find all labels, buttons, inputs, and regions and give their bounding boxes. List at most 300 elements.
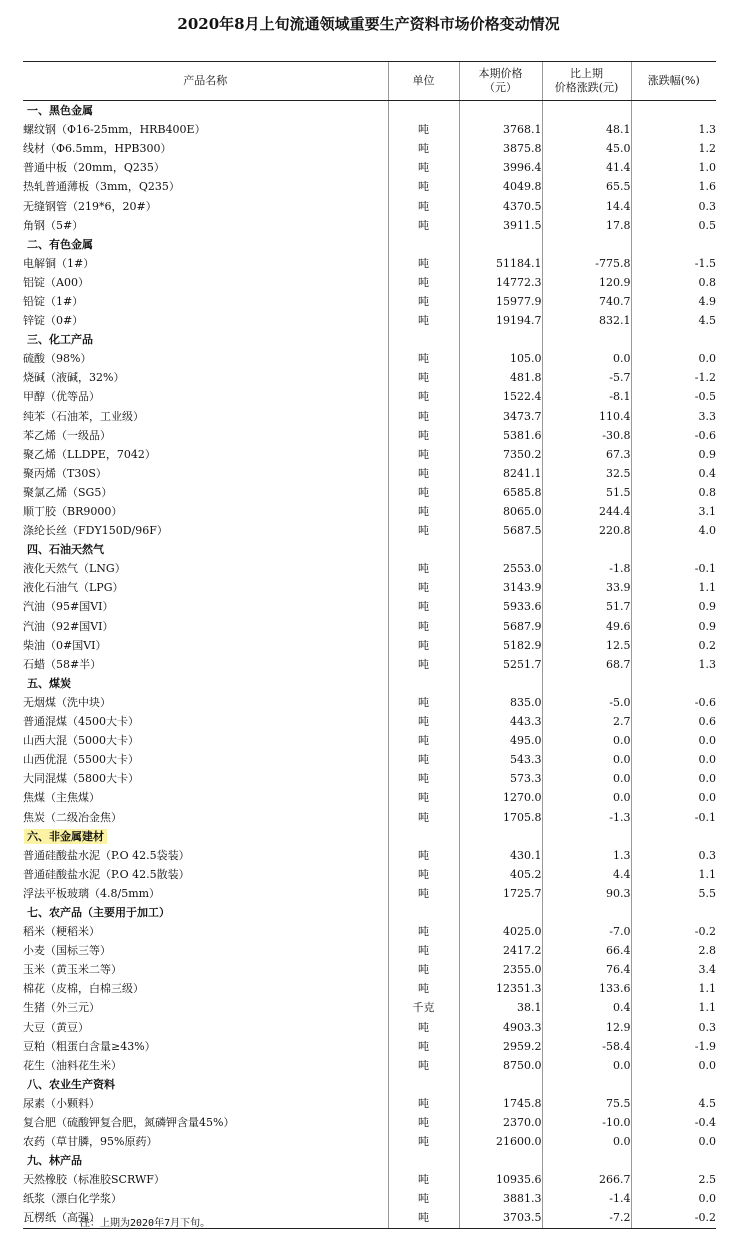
current-price-cell: 3768.1 (459, 120, 542, 139)
category-empty-cell (388, 235, 459, 254)
price-change-cell: -5.0 (542, 693, 631, 712)
price-change-cell: 4.4 (542, 865, 631, 884)
category-empty-cell (388, 674, 459, 693)
product-name-cell: 生猪（外三元） (23, 1001, 100, 1015)
change-percent-cell: 1.1 (631, 578, 716, 597)
table-row (23, 712, 716, 731)
unit-cell: 吨 (388, 731, 459, 750)
table-row (23, 769, 716, 788)
unit-cell: 吨 (388, 1018, 459, 1037)
header-product-name: 产品名称 (23, 62, 388, 101)
category-empty-cell (542, 903, 631, 922)
header-change-percent: 涨跌幅(%) (631, 62, 716, 101)
price-change-cell: -5.7 (542, 368, 631, 387)
unit-cell: 吨 (388, 196, 459, 215)
table-row (23, 387, 716, 406)
category-name-cell (23, 827, 388, 846)
category-empty-cell (542, 1151, 631, 1170)
product-name-cell: 热轧普通薄板（3mm，Q235） (23, 180, 180, 194)
unit-cell: 吨 (388, 273, 459, 292)
change-percent-cell: -0.5 (631, 387, 716, 406)
product-name-cell: 尿素（小颗料） (23, 1096, 100, 1110)
category-empty-cell (542, 101, 631, 121)
product-name-cell: 普通中板（20mm，Q235） (23, 161, 165, 175)
table-header-row (23, 62, 716, 101)
unit-cell: 吨 (388, 1037, 459, 1056)
table-row (23, 1189, 716, 1208)
current-price-cell: 2959.2 (459, 1037, 542, 1056)
unit-cell: 吨 (388, 655, 459, 674)
product-name-cell: 普通硅酸盐水泥（P.O 42.5袋装） (23, 848, 190, 862)
table-row (23, 1056, 716, 1075)
unit-cell: 吨 (388, 807, 459, 826)
change-percent-cell: -0.2 (631, 1208, 716, 1228)
change-percent-cell: 0.3 (631, 846, 716, 865)
current-price-cell: 481.8 (459, 368, 542, 387)
category-empty-cell (542, 330, 631, 349)
price-change-cell: 66.4 (542, 941, 631, 960)
change-percent-cell: -0.6 (631, 693, 716, 712)
category-name: 七、农产品（主要用于加工） (27, 905, 170, 919)
current-price-cell: 3996.4 (459, 158, 542, 177)
unit-cell: 吨 (388, 1170, 459, 1189)
unit-cell: 吨 (388, 559, 459, 578)
current-price-cell: 5687.5 (459, 521, 542, 540)
category-empty-cell (459, 674, 542, 693)
price-change-cell: -7.0 (542, 922, 631, 941)
table-row (23, 1094, 716, 1113)
product-name-cell: 山西大混（5000大卡） (23, 734, 139, 748)
table-row (23, 311, 716, 330)
price-change-cell: 832.1 (542, 311, 631, 330)
product-name-cell: 无烟煤（洗中块） (23, 695, 111, 709)
table-row (23, 1037, 716, 1056)
change-percent-cell: 0.3 (631, 196, 716, 215)
price-change-cell: 0.0 (542, 349, 631, 368)
category-empty-cell (459, 330, 542, 349)
price-change-cell: 51.7 (542, 597, 631, 616)
price-change-cell: 51.5 (542, 483, 631, 502)
table-row (23, 158, 716, 177)
product-name-cell: 普通混煤（4500大卡） (23, 715, 139, 729)
price-change-cell: -775.8 (542, 254, 631, 273)
price-change-cell: 244.4 (542, 502, 631, 521)
unit-cell: 吨 (388, 177, 459, 196)
category-name: 五、煤炭 (27, 676, 71, 690)
change-percent-cell: 0.5 (631, 216, 716, 235)
table-row (23, 998, 716, 1017)
unit-cell: 吨 (388, 712, 459, 731)
category-empty-cell (459, 235, 542, 254)
table-row (23, 617, 716, 636)
header-current-price (459, 62, 542, 101)
header-current-price-line1: 本期价格 (478, 67, 523, 80)
price-change-cell: 0.0 (542, 731, 631, 750)
current-price-cell: 1725.7 (459, 884, 542, 903)
price-change-cell: 266.7 (542, 1170, 631, 1189)
product-name-cell: 角钢（5#） (23, 218, 84, 232)
product-name-cell: 聚氯乙烯（SG5） (23, 485, 113, 499)
price-change-cell: 65.5 (542, 177, 631, 196)
unit-cell: 吨 (388, 521, 459, 540)
price-change-cell: 67.3 (542, 445, 631, 464)
unit-cell: 吨 (388, 922, 459, 941)
table-row (23, 578, 716, 597)
current-price-cell: 3473.7 (459, 407, 542, 426)
unit-cell: 吨 (388, 788, 459, 807)
table-row (23, 426, 716, 445)
current-price-cell: 3703.5 (459, 1208, 542, 1228)
unit-cell: 吨 (388, 483, 459, 502)
price-change-cell: 12.5 (542, 636, 631, 655)
change-percent-cell: 0.9 (631, 597, 716, 616)
product-name-cell: 焦煤（主焦煤） (23, 791, 100, 805)
current-price-cell: 430.1 (459, 846, 542, 865)
category-empty-cell (631, 1151, 716, 1170)
category-empty-cell (459, 827, 542, 846)
price-change-cell: 48.1 (542, 120, 631, 139)
category-empty-cell (631, 330, 716, 349)
table-row (23, 445, 716, 464)
current-price-cell: 8750.0 (459, 1056, 542, 1075)
unit-cell: 吨 (388, 1208, 459, 1228)
category-empty-cell (388, 903, 459, 922)
unit-cell: 吨 (388, 311, 459, 330)
category-row (23, 903, 716, 922)
category-name-cell (23, 330, 388, 349)
table-row (23, 1170, 716, 1189)
product-name-cell: 纸浆（漂白化学浆） (23, 1192, 122, 1206)
current-price-cell: 38.1 (459, 998, 542, 1017)
price-change-cell: 49.6 (542, 617, 631, 636)
current-price-cell: 12351.3 (459, 979, 542, 998)
table-row (23, 502, 716, 521)
category-empty-cell (459, 1151, 542, 1170)
price-change-cell: 33.9 (542, 578, 631, 597)
change-percent-cell: 0.0 (631, 788, 716, 807)
product-name-cell: 烧碱（液碱，32%） (23, 371, 125, 385)
current-price-cell: 5182.9 (459, 636, 542, 655)
change-percent-cell: -0.2 (631, 922, 716, 941)
product-name-cell: 焦炭（二级冶金焦） (23, 810, 122, 824)
change-percent-cell: -0.1 (631, 559, 716, 578)
table-row (23, 521, 716, 540)
category-empty-cell (542, 674, 631, 693)
change-percent-cell: 4.5 (631, 1094, 716, 1113)
table-row (23, 597, 716, 616)
category-empty-cell (542, 1075, 631, 1094)
table-row (23, 464, 716, 483)
table-row (23, 349, 716, 368)
product-name-cell: 天然橡胶（标准胶SCRWF） (23, 1173, 165, 1187)
category-name-cell (23, 101, 388, 121)
change-percent-cell: 0.0 (631, 750, 716, 769)
product-name-cell: 顺丁胶（BR9000） (23, 505, 123, 519)
product-name-cell: 复合肥（硫酸钾复合肥，氮磷钾含量45%） (23, 1116, 235, 1130)
current-price-cell: 3143.9 (459, 578, 542, 597)
product-name-cell: 玉米（黄玉米二等） (23, 963, 122, 977)
product-name-cell: 螺纹钢（Φ16-25mm，HRB400E） (23, 123, 206, 137)
category-empty-cell (631, 827, 716, 846)
unit-cell: 吨 (388, 1132, 459, 1151)
unit-cell: 吨 (388, 502, 459, 521)
change-percent-cell: 3.3 (631, 407, 716, 426)
product-name-cell: 稻米（粳稻米） (23, 925, 100, 939)
table-row (23, 1018, 716, 1037)
unit-cell: 吨 (388, 292, 459, 311)
change-percent-cell: 4.5 (631, 311, 716, 330)
current-price-cell: 3875.8 (459, 139, 542, 158)
current-price-cell: 3911.5 (459, 216, 542, 235)
product-name-cell: 汽油（95#国VI） (23, 600, 114, 614)
current-price-cell: 1705.8 (459, 807, 542, 826)
category-empty-cell (388, 101, 459, 121)
product-name-cell: 电解铜（1#） (23, 256, 95, 270)
current-price-cell: 4370.5 (459, 196, 542, 215)
price-change-cell: 14.4 (542, 196, 631, 215)
change-percent-cell: 2.8 (631, 941, 716, 960)
change-percent-cell: 0.0 (631, 731, 716, 750)
category-empty-cell (459, 1075, 542, 1094)
table-row (23, 731, 716, 750)
price-change-cell: -30.8 (542, 426, 631, 445)
table-row (23, 196, 716, 215)
unit-cell: 吨 (388, 387, 459, 406)
price-change-cell: 76.4 (542, 960, 631, 979)
product-name-cell: 纯苯（石油苯，工业级） (23, 409, 144, 423)
category-name-cell (23, 540, 388, 559)
table-row (23, 788, 716, 807)
change-percent-cell: 0.2 (631, 636, 716, 655)
current-price-cell: 1745.8 (459, 1094, 542, 1113)
category-empty-cell (542, 540, 631, 559)
change-percent-cell: -0.4 (631, 1113, 716, 1132)
unit-cell: 千克 (388, 998, 459, 1017)
category-row (23, 330, 716, 349)
unit-cell: 吨 (388, 407, 459, 426)
table-row (23, 368, 716, 387)
price-change-cell: 0.0 (542, 1056, 631, 1075)
table-row (23, 139, 716, 158)
product-name-cell: 小麦（国标三等） (23, 944, 111, 958)
current-price-cell: 5381.6 (459, 426, 542, 445)
product-name-cell: 汽油（92#国VI） (23, 619, 114, 633)
product-name-cell: 棉花（皮棉，白棉三级） (23, 982, 144, 996)
change-percent-cell: 1.1 (631, 998, 716, 1017)
product-name-cell: 瓦楞纸（高强） (23, 1208, 388, 1228)
change-percent-cell: -1.5 (631, 254, 716, 273)
current-price-cell: 8241.1 (459, 464, 542, 483)
current-price-cell: 2417.2 (459, 941, 542, 960)
change-percent-cell: 0.4 (631, 464, 716, 483)
unit-cell: 吨 (388, 158, 459, 177)
table-row (23, 807, 716, 826)
highlighted-category-name: 六、非金属建材 (24, 829, 107, 844)
table-row (23, 750, 716, 769)
product-name-cell: 线材（Φ6.5mm，HPB300） (23, 142, 172, 156)
table-row (23, 407, 716, 426)
change-percent-cell: 1.1 (631, 979, 716, 998)
price-change-cell: -10.0 (542, 1113, 631, 1132)
change-percent-cell: 0.8 (631, 273, 716, 292)
category-empty-cell (459, 903, 542, 922)
table-row (23, 655, 716, 674)
price-change-cell: 1.3 (542, 846, 631, 865)
current-price-cell: 4049.8 (459, 177, 542, 196)
price-change-cell: -1.4 (542, 1189, 631, 1208)
category-name: 一、黑色金属 (27, 104, 93, 118)
product-name-cell: 花生（油料花生米） (23, 1058, 122, 1072)
category-name-cell (23, 235, 388, 254)
category-name-cell (23, 1075, 388, 1094)
product-name-cell: 大豆（黄豆） (23, 1020, 89, 1034)
price-change-cell: 0.4 (542, 998, 631, 1017)
current-price-cell: 6585.8 (459, 483, 542, 502)
change-percent-cell: 0.0 (631, 349, 716, 368)
unit-cell: 吨 (388, 617, 459, 636)
table-row (23, 292, 716, 311)
price-change-cell: -8.1 (542, 387, 631, 406)
category-name: 二、有色金属 (27, 237, 93, 251)
change-percent-cell: -0.1 (631, 807, 716, 826)
category-row (23, 540, 716, 559)
change-percent-cell: 3.1 (631, 502, 716, 521)
price-table (23, 61, 716, 1229)
category-name: 八、农业生产资料 (27, 1077, 115, 1091)
change-percent-cell: 4.9 (631, 292, 716, 311)
change-percent-cell: -0.6 (631, 426, 716, 445)
current-price-cell: 495.0 (459, 731, 542, 750)
category-row (23, 1075, 716, 1094)
unit-cell: 吨 (388, 846, 459, 865)
change-percent-cell: 4.0 (631, 521, 716, 540)
change-percent-cell: 2.5 (631, 1170, 716, 1189)
product-name-cell: 硫酸（98%） (23, 352, 92, 366)
change-percent-cell: 0.8 (631, 483, 716, 502)
current-price-cell: 3881.3 (459, 1189, 542, 1208)
current-price-cell: 7350.2 (459, 445, 542, 464)
current-price-cell: 543.3 (459, 750, 542, 769)
category-empty-cell (631, 540, 716, 559)
unit-cell: 吨 (388, 445, 459, 464)
category-row (23, 101, 716, 121)
price-change-cell: 110.4 (542, 407, 631, 426)
table-row (23, 177, 716, 196)
current-price-cell: 405.2 (459, 865, 542, 884)
product-name-cell: 铅锭（1#） (23, 294, 84, 308)
product-name-cell: 聚丙烯（T30S） (23, 466, 107, 480)
current-price-cell: 2553.0 (459, 559, 542, 578)
table-row (23, 559, 716, 578)
table-row (23, 865, 716, 884)
price-change-cell: 220.8 (542, 521, 631, 540)
table-row (23, 216, 716, 235)
price-change-cell: 75.5 (542, 1094, 631, 1113)
category-name: 三、化工产品 (27, 333, 93, 347)
price-change-cell: 133.6 (542, 979, 631, 998)
table-row (23, 693, 716, 712)
table-row (23, 254, 716, 273)
unit-cell: 吨 (388, 750, 459, 769)
current-price-cell: 21600.0 (459, 1132, 542, 1151)
price-change-cell: 17.8 (542, 216, 631, 235)
unit-cell: 吨 (388, 426, 459, 445)
category-empty-cell (459, 540, 542, 559)
header-price-change-line1: 比上期 (570, 67, 603, 80)
table-row (23, 960, 716, 979)
table-row (23, 1113, 716, 1132)
table-row (23, 979, 716, 998)
price-change-cell: 68.7 (542, 655, 631, 674)
current-price-cell: 443.3 (459, 712, 542, 731)
price-change-cell: 45.0 (542, 139, 631, 158)
footnote: 注：上期为2020年7月下旬。 (80, 1218, 211, 1229)
product-name-cell: 石蜡（58#半） (23, 657, 102, 671)
change-percent-cell: 0.0 (631, 1132, 716, 1151)
product-name-cell: 甲醇（优等品） (23, 390, 100, 404)
unit-cell: 吨 (388, 578, 459, 597)
product-name-cell: 液化天然气（LNG） (23, 562, 126, 576)
table-row (23, 273, 716, 292)
page-title: 2020年8月上旬流通领域重要生产资料市场价格变动情况 (177, 15, 560, 33)
unit-cell: 吨 (388, 769, 459, 788)
change-percent-cell: 0.0 (631, 1056, 716, 1075)
change-percent-cell: 1.6 (631, 177, 716, 196)
price-change-cell: 90.3 (542, 884, 631, 903)
current-price-cell: 10935.6 (459, 1170, 542, 1189)
product-name-cell: 普通硅酸盐水泥（P.O 42.5散装） (23, 867, 190, 881)
category-empty-cell (388, 1151, 459, 1170)
price-change-cell: 12.9 (542, 1018, 631, 1037)
category-name-cell (23, 1151, 388, 1170)
unit-cell: 吨 (388, 884, 459, 903)
category-empty-cell (631, 674, 716, 693)
price-change-cell: -1.8 (542, 559, 631, 578)
change-percent-cell: 1.0 (631, 158, 716, 177)
unit-cell: 吨 (388, 941, 459, 960)
price-change-cell: 740.7 (542, 292, 631, 311)
header-current-price-line2: （元） (484, 81, 517, 94)
current-price-cell: 15977.9 (459, 292, 542, 311)
category-name-cell (23, 674, 388, 693)
current-price-cell: 51184.1 (459, 254, 542, 273)
category-empty-cell (388, 330, 459, 349)
category-empty-cell (542, 235, 631, 254)
category-empty-cell (388, 540, 459, 559)
unit-cell: 吨 (388, 464, 459, 483)
unit-cell: 吨 (388, 254, 459, 273)
category-empty-cell (388, 827, 459, 846)
current-price-cell: 19194.7 (459, 311, 542, 330)
price-change-cell: 0.0 (542, 788, 631, 807)
price-change-cell: 2.7 (542, 712, 631, 731)
current-price-cell: 2370.0 (459, 1113, 542, 1132)
price-change-cell: -1.3 (542, 807, 631, 826)
change-percent-cell: 1.2 (631, 139, 716, 158)
category-row (23, 235, 716, 254)
category-row (23, 674, 716, 693)
current-price-cell: 5251.7 (459, 655, 542, 674)
current-price-cell: 5687.9 (459, 617, 542, 636)
product-name-cell: 浮法平板玻璃（4.8/5mm） (23, 886, 161, 900)
product-name-cell: 铝锭（A00） (23, 275, 89, 289)
change-percent-cell: 0.9 (631, 445, 716, 464)
change-percent-cell: -1.9 (631, 1037, 716, 1056)
table-row (23, 636, 716, 655)
unit-cell: 吨 (388, 120, 459, 139)
change-percent-cell: 0.9 (631, 617, 716, 636)
header-unit: 单位 (388, 62, 459, 101)
